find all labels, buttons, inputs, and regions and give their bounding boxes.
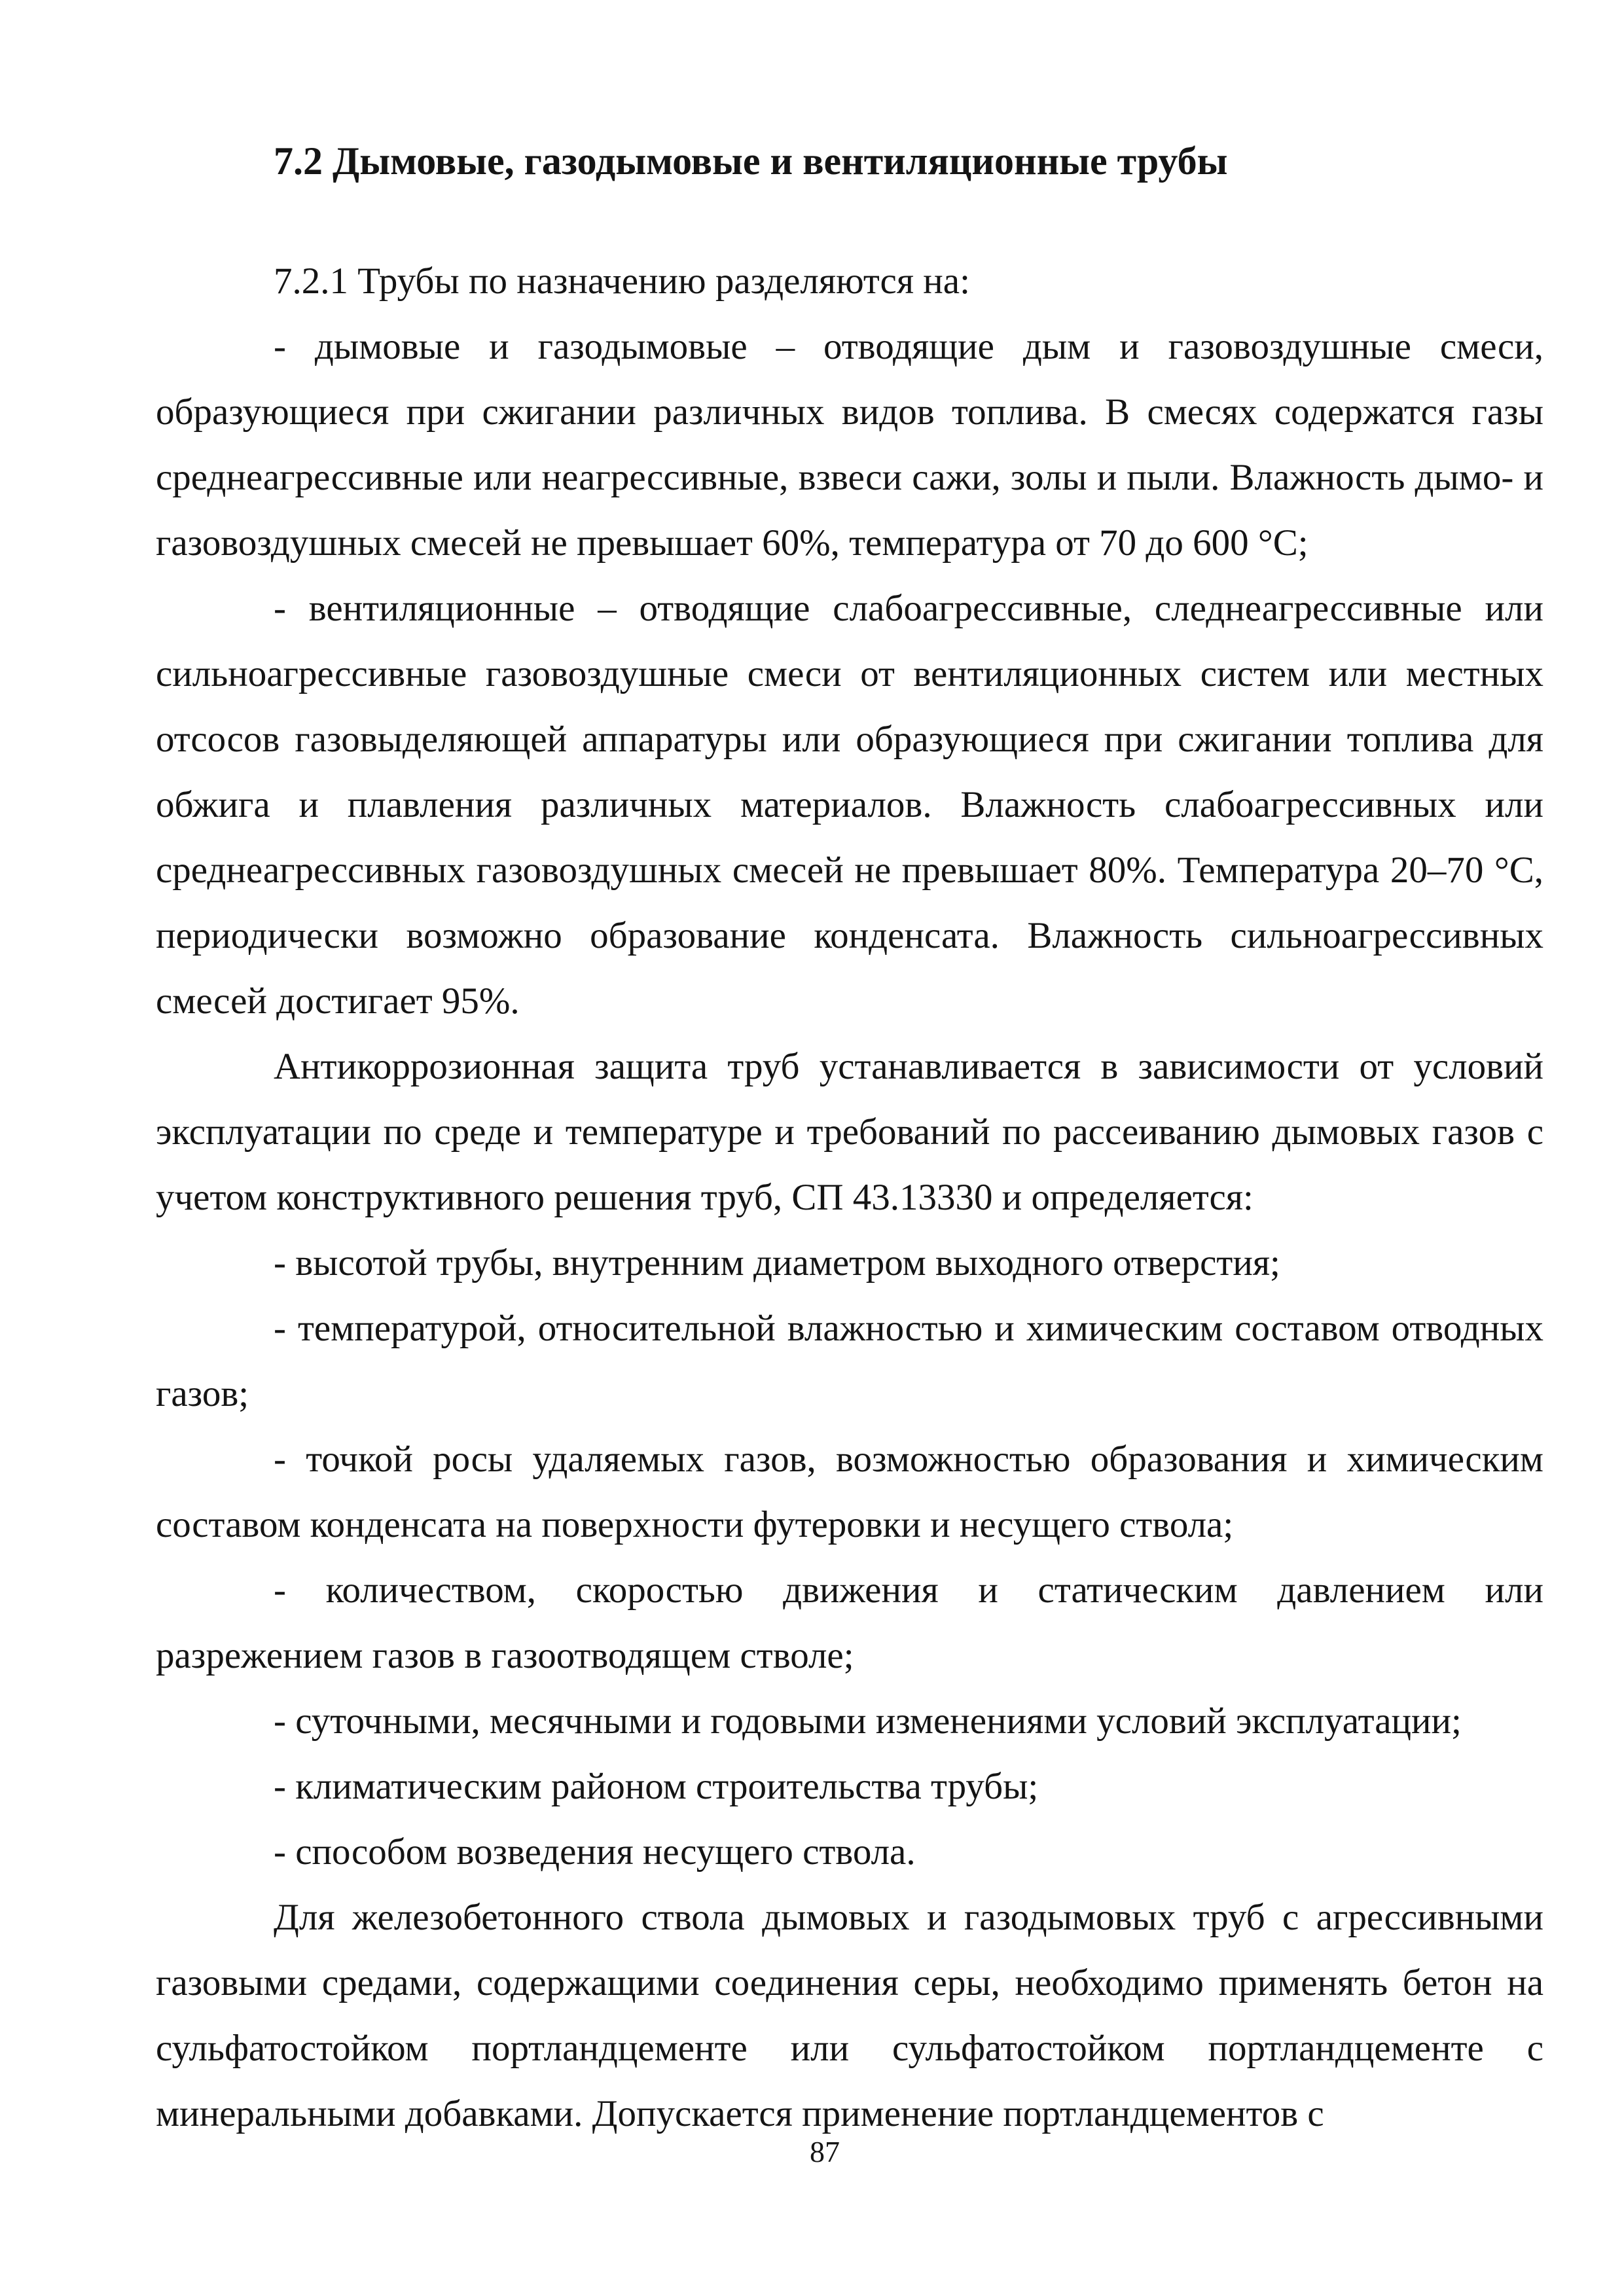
list-item-height: - высотой трубы, внутренним диаметром выходного отверстия; <box>274 1242 1280 1283</box>
page-number: 87 <box>810 2135 840 2168</box>
list-item-ventilation-pipes: - вентиляционные – отводящие слабоагрессивные, следнеагрессивные или сильноагрессивные газовоздушные смеси от вентиляционных систем или местных отсосов газовыделяющей аппаратуры или образующиеся при сжигании топлива для обжига и плавления различных материалов. Влажность слабоагрессивных или среднеагрессивных газовоздушных смесей не превышает 80%. Температура 20–70 °С, периодически возможно образование конденсата. Влажность сильноагрессивных смесей достигает 95%. <box>156 588 1543 1022</box>
list-item-climate-region: - климатическим районом строительства трубы; <box>274 1766 1039 1807</box>
list-item-gas-quantity: - количеством, скоростью движения и статическим давлением или разрежением газов в газоотводящем стволе; <box>156 1570 1543 1676</box>
list-item-temperature: - температурой, относительной влажностью и химическим составом отводных газов; <box>156 1308 1543 1414</box>
paragraph-intro: 7.2.1 Трубы по назначению разделяются на: <box>274 260 970 302</box>
paragraph-corrosion-protection: Антикоррозионная защита труб устанавливается в зависимости от условий эксплуатации по среде и температуре и требований по рассеиванию дымовых газов с учетом конструктивного решения труб, СП 43.13330 и определяется: <box>156 1046 1543 1218</box>
list-item-construction-method: - способом возведения несущего ствола. <box>274 1831 916 1873</box>
list-item-dew-point: - точкой росы удаляемых газов, возможностью образования и химическим составом конденсата на поверхности футеровки и несущего ствола; <box>156 1439 1543 1545</box>
list-item-smoke-pipes: - дымовые и газодымовые – отводящие дым и газовоздушные смеси, образующиеся при сжигании различных видов топлива. В смесях содержатся газы среднеагрессивные или неагрессивные, взвеси сажи, золы и пыли. Влажность дымо- и газовоздушных смесей не превышает 60%, температура от 70 до 600 °С; <box>156 326 1543 564</box>
paragraph-concrete: Для железобетонного ствола дымовых и газодымовых труб с агрессивными газовыми средами, содержащими соединения серы, необходимо применять бетон на сульфатостойком портландцементе или сульфатостойком портландцементе с минеральными добавками. Допускается применение портландцементов с <box>156 1897 1543 2134</box>
list-item-daily-changes: - суточными, месячными и годовыми изменениями условий эксплуатации; <box>274 1700 1462 1742</box>
body-text <box>156 249 1543 2147</box>
section-heading: 7.2 Дымовые, газодымовые и вентиляционные трубы <box>274 139 1228 183</box>
